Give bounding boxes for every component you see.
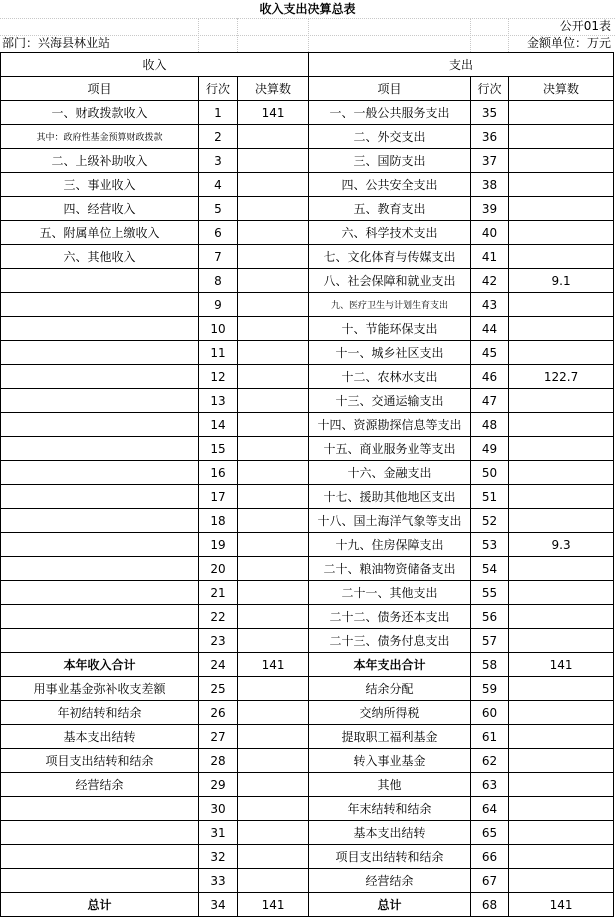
- expense-amount-cell: [509, 101, 614, 125]
- expense-line-cell: 40: [471, 221, 509, 245]
- expense-line-cell: 61: [471, 725, 509, 749]
- income-item-cell: 经营结余: [1, 773, 199, 797]
- income-amount-cell: 141: [238, 101, 309, 125]
- table-row: [1, 605, 614, 629]
- income-item-cell: [1, 509, 199, 533]
- expense-item-cell: 十四、资源勘探信息等支出: [309, 413, 471, 437]
- income-amount-cell: [238, 125, 309, 149]
- table-row: [1, 437, 614, 461]
- income-item-cell: [1, 821, 199, 845]
- income-line-cell: 17: [199, 485, 238, 509]
- expense-amount-cell: [509, 773, 614, 797]
- gridline: [198, 18, 199, 52]
- expense-amount-cell: [509, 869, 614, 893]
- expense-line-cell: 59: [471, 677, 509, 701]
- expense-amount-cell: [509, 797, 614, 821]
- income-line-cell: 24: [199, 653, 238, 677]
- income-amount-cell: [238, 749, 309, 773]
- expense-item-cell: 基本支出结转: [309, 821, 471, 845]
- income-item-cell: [1, 269, 199, 293]
- income-amount-cell: [238, 437, 309, 461]
- income-line-cell: 15: [199, 437, 238, 461]
- expense-item-cell: 三、国防支出: [309, 149, 471, 173]
- income-item-cell: 五、附属单位上缴收入: [1, 221, 199, 245]
- table-row: [1, 533, 614, 557]
- expense-item-cell: 交纳所得税: [309, 701, 471, 725]
- expense-amount-header: 决算数: [509, 77, 614, 101]
- income-line-cell: 25: [199, 677, 238, 701]
- expense-line-cell: 50: [471, 461, 509, 485]
- income-item-cell: 项目支出结转和结余: [1, 749, 199, 773]
- income-line-cell: 14: [199, 413, 238, 437]
- table-row: [1, 509, 614, 533]
- expense-amount-cell: [509, 245, 614, 269]
- table-row: [1, 845, 614, 869]
- table-row: [1, 221, 614, 245]
- income-line-cell: 5: [199, 197, 238, 221]
- expense-item-cell: 五、教育支出: [309, 197, 471, 221]
- table-title: 收入支出决算总表: [259, 2, 356, 16]
- expense-line-cell: 68: [471, 893, 509, 917]
- expense-line-cell: 49: [471, 437, 509, 461]
- income-amount-cell: [238, 269, 309, 293]
- expense-amount-cell: [509, 197, 614, 221]
- income-item-cell: 六、其他收入: [1, 245, 199, 269]
- income-amount-cell: [238, 797, 309, 821]
- income-amount-cell: [238, 413, 309, 437]
- income-line-cell: 21: [199, 581, 238, 605]
- expense-line-cell: 63: [471, 773, 509, 797]
- expense-line-cell: 35: [471, 101, 509, 125]
- income-line-cell: 4: [199, 173, 238, 197]
- table-row: [1, 461, 614, 485]
- table-row: [1, 749, 614, 773]
- expense-line-cell: 67: [471, 869, 509, 893]
- income-item-cell: [1, 461, 199, 485]
- income-amount-header: 决算数: [238, 77, 309, 101]
- expense-item-cell: 其他: [309, 773, 471, 797]
- expense-line-cell: 37: [471, 149, 509, 173]
- expense-item-cell: 九、医疗卫生与计划生育支出: [309, 293, 471, 317]
- table-row: [1, 653, 614, 677]
- income-line-cell: 27: [199, 725, 238, 749]
- expense-amount-cell: [509, 845, 614, 869]
- expense-line-cell: 39: [471, 197, 509, 221]
- expense-amount-cell: 9.3: [509, 533, 614, 557]
- income-amount-cell: [238, 773, 309, 797]
- income-amount-cell: [238, 173, 309, 197]
- expense-line-cell: 38: [471, 173, 509, 197]
- income-item-cell: [1, 533, 199, 557]
- expense-line-cell: 66: [471, 845, 509, 869]
- income-amount-cell: [238, 845, 309, 869]
- expense-item-cell: 十八、国土海洋气象等支出: [309, 509, 471, 533]
- budget-summary-table: [0, 52, 614, 917]
- income-amount-cell: [238, 821, 309, 845]
- expense-amount-cell: [509, 317, 614, 341]
- income-section-header: 收入: [1, 53, 309, 77]
- income-amount-cell: [238, 557, 309, 581]
- expense-amount-cell: [509, 701, 614, 725]
- table-row: [1, 557, 614, 581]
- income-item-cell: 其中：政府性基金预算财政拨款: [1, 125, 199, 149]
- income-amount-cell: [238, 581, 309, 605]
- expense-item-cell: 十九、住房保障支出: [309, 533, 471, 557]
- table-row: [1, 821, 614, 845]
- income-item-header: 项目: [1, 77, 199, 101]
- expense-item-header: 项目: [309, 77, 471, 101]
- expense-amount-cell: 9.1: [509, 269, 614, 293]
- income-line-cell: 32: [199, 845, 238, 869]
- expense-item-cell: 总计: [309, 893, 471, 917]
- expense-amount-cell: [509, 509, 614, 533]
- income-item-cell: [1, 557, 199, 581]
- expense-item-cell: 八、社会保障和就业支出: [309, 269, 471, 293]
- expense-item-cell: 十一、城乡社区支出: [309, 341, 471, 365]
- income-item-cell: [1, 413, 199, 437]
- income-item-cell: [1, 437, 199, 461]
- expense-line-cell: 65: [471, 821, 509, 845]
- expense-line-cell: 36: [471, 125, 509, 149]
- table-row: [1, 173, 614, 197]
- gridline: [308, 18, 309, 52]
- income-line-header: 行次: [199, 77, 238, 101]
- expense-line-header: 行次: [471, 77, 509, 101]
- expense-line-cell: 44: [471, 317, 509, 341]
- income-item-cell: [1, 629, 199, 653]
- income-amount-cell: [238, 365, 309, 389]
- expense-item-cell: 十七、援助其他地区支出: [309, 485, 471, 509]
- income-item-cell: 四、经营收入: [1, 197, 199, 221]
- expense-line-cell: 58: [471, 653, 509, 677]
- gridline: [237, 18, 238, 52]
- income-item-cell: 基本支出结转: [1, 725, 199, 749]
- income-item-cell: [1, 845, 199, 869]
- expense-line-cell: 52: [471, 509, 509, 533]
- table-row: [1, 701, 614, 725]
- expense-item-cell: 转入事业基金: [309, 749, 471, 773]
- table-row: [1, 581, 614, 605]
- table-row: [1, 869, 614, 893]
- table-row: [1, 797, 614, 821]
- table-row: [1, 149, 614, 173]
- table-row: [1, 293, 614, 317]
- income-item-cell: 用事业基金弥补收支差额: [1, 677, 199, 701]
- table-row: [1, 725, 614, 749]
- expense-amount-cell: [509, 221, 614, 245]
- expense-amount-cell: [509, 413, 614, 437]
- column-header-row: [1, 77, 614, 101]
- expense-amount-cell: [509, 821, 614, 845]
- income-item-cell: 一、财政拨款收入: [1, 101, 199, 125]
- expense-item-cell: 十三、交通运输支出: [309, 389, 471, 413]
- income-amount-cell: [238, 461, 309, 485]
- income-amount-cell: [238, 389, 309, 413]
- expense-item-cell: 年末结转和结余: [309, 797, 471, 821]
- income-amount-cell: [238, 485, 309, 509]
- income-item-cell: [1, 605, 199, 629]
- table-row: [1, 245, 614, 269]
- expense-item-cell: 二十一、其他支出: [309, 581, 471, 605]
- income-line-cell: 23: [199, 629, 238, 653]
- income-amount-cell: [238, 221, 309, 245]
- income-item-cell: [1, 293, 199, 317]
- expense-amount-cell: [509, 293, 614, 317]
- expense-item-cell: 十、节能环保支出: [309, 317, 471, 341]
- expense-amount-cell: 141: [509, 653, 614, 677]
- table-row: [1, 101, 614, 125]
- expense-item-cell: 六、科学技术支出: [309, 221, 471, 245]
- expense-item-cell: 提取职工福利基金: [309, 725, 471, 749]
- income-line-cell: 7: [199, 245, 238, 269]
- table-row: [1, 365, 614, 389]
- income-amount-cell: 141: [238, 653, 309, 677]
- department-label: 部门：兴海县林业站: [2, 36, 111, 50]
- income-line-cell: 16: [199, 461, 238, 485]
- income-line-cell: 29: [199, 773, 238, 797]
- expense-line-cell: 43: [471, 293, 509, 317]
- expense-line-cell: 42: [471, 269, 509, 293]
- income-amount-cell: [238, 197, 309, 221]
- expense-item-cell: 一、一般公共服务支出: [309, 101, 471, 125]
- expense-amount-cell: [509, 173, 614, 197]
- income-item-cell: [1, 317, 199, 341]
- income-item-cell: 本年收入合计: [1, 653, 199, 677]
- income-line-cell: 28: [199, 749, 238, 773]
- income-item-cell: 二、上级补助收入: [1, 149, 199, 173]
- expense-line-cell: 48: [471, 413, 509, 437]
- expense-line-cell: 41: [471, 245, 509, 269]
- table-row: [1, 317, 614, 341]
- income-amount-cell: [238, 245, 309, 269]
- form-code: 公开01表: [559, 19, 611, 33]
- income-amount-cell: [238, 629, 309, 653]
- income-item-cell: 总计: [1, 893, 199, 917]
- income-line-cell: 2: [199, 125, 238, 149]
- expense-amount-cell: [509, 389, 614, 413]
- expense-item-cell: 十二、农林水支出: [309, 365, 471, 389]
- expense-amount-cell: [509, 749, 614, 773]
- income-amount-cell: [238, 605, 309, 629]
- income-amount-cell: [238, 509, 309, 533]
- expense-line-cell: 54: [471, 557, 509, 581]
- expense-item-cell: 二十、粮油物资储备支出: [309, 557, 471, 581]
- expense-item-cell: 结余分配: [309, 677, 471, 701]
- table-row: [1, 485, 614, 509]
- income-amount-cell: [238, 293, 309, 317]
- expense-item-cell: 二、外交支出: [309, 125, 471, 149]
- table-row: [1, 389, 614, 413]
- expense-amount-cell: [509, 341, 614, 365]
- income-line-cell: 12: [199, 365, 238, 389]
- expense-amount-cell: [509, 485, 614, 509]
- expense-line-cell: 45: [471, 341, 509, 365]
- expense-item-cell: 二十二、债务还本支出: [309, 605, 471, 629]
- income-line-cell: 11: [199, 341, 238, 365]
- income-line-cell: 33: [199, 869, 238, 893]
- expense-amount-cell: [509, 629, 614, 653]
- expense-item-cell: 经营结余: [309, 869, 471, 893]
- income-item-cell: 三、事业收入: [1, 173, 199, 197]
- income-line-cell: 6: [199, 221, 238, 245]
- table-row: [1, 629, 614, 653]
- expense-line-cell: 51: [471, 485, 509, 509]
- table-row: [1, 893, 614, 917]
- income-amount-cell: [238, 341, 309, 365]
- income-amount-cell: [238, 149, 309, 173]
- income-line-cell: 13: [199, 389, 238, 413]
- income-line-cell: 9: [199, 293, 238, 317]
- expense-amount-cell: 122.7: [509, 365, 614, 389]
- expense-amount-cell: [509, 557, 614, 581]
- expense-amount-cell: [509, 125, 614, 149]
- income-line-cell: 19: [199, 533, 238, 557]
- income-item-cell: [1, 365, 199, 389]
- expense-line-cell: 57: [471, 629, 509, 653]
- gridline: [470, 18, 471, 52]
- expense-line-cell: 46: [471, 365, 509, 389]
- table-row: [1, 773, 614, 797]
- expense-line-cell: 56: [471, 605, 509, 629]
- table-row: [1, 197, 614, 221]
- expense-amount-cell: [509, 581, 614, 605]
- expense-line-cell: 64: [471, 797, 509, 821]
- expense-item-cell: 四、公共安全支出: [309, 173, 471, 197]
- income-amount-cell: [238, 677, 309, 701]
- expense-line-cell: 47: [471, 389, 509, 413]
- unit-label: 金额单位：万元: [526, 36, 611, 50]
- income-line-cell: 22: [199, 605, 238, 629]
- table-row: [1, 125, 614, 149]
- expense-amount-cell: [509, 605, 614, 629]
- income-line-cell: 3: [199, 149, 238, 173]
- income-amount-cell: [238, 701, 309, 725]
- expense-amount-cell: [509, 437, 614, 461]
- income-item-cell: [1, 485, 199, 509]
- table-row: [1, 677, 614, 701]
- expense-item-cell: 十五、商业服务业等支出: [309, 437, 471, 461]
- table-row: [1, 341, 614, 365]
- income-line-cell: 1: [199, 101, 238, 125]
- income-amount-cell: [238, 869, 309, 893]
- expense-amount-cell: [509, 725, 614, 749]
- income-item-cell: [1, 389, 199, 413]
- expense-amount-cell: [509, 677, 614, 701]
- expense-section-header: 支出: [309, 53, 614, 77]
- table-row: [1, 269, 614, 293]
- expense-item-cell: 十六、金融支出: [309, 461, 471, 485]
- income-line-cell: 8: [199, 269, 238, 293]
- expense-item-cell: 二十三、债务付息支出: [309, 629, 471, 653]
- expense-item-cell: 本年支出合计: [309, 653, 471, 677]
- income-line-cell: 26: [199, 701, 238, 725]
- expense-line-cell: 53: [471, 533, 509, 557]
- income-amount-cell: [238, 533, 309, 557]
- income-amount-cell: [238, 317, 309, 341]
- expense-line-cell: 62: [471, 749, 509, 773]
- expense-amount-cell: 141: [509, 893, 614, 917]
- income-line-cell: 18: [199, 509, 238, 533]
- expense-amount-cell: [509, 461, 614, 485]
- gridline: [508, 18, 509, 52]
- income-line-cell: 31: [199, 821, 238, 845]
- section-header-row: [1, 53, 614, 77]
- income-item-cell: [1, 869, 199, 893]
- income-amount-cell: 141: [238, 893, 309, 917]
- income-line-cell: 10: [199, 317, 238, 341]
- expense-line-cell: 55: [471, 581, 509, 605]
- income-line-cell: 34: [199, 893, 238, 917]
- expense-item-cell: 项目支出结转和结余: [309, 845, 471, 869]
- income-item-cell: 年初结转和结余: [1, 701, 199, 725]
- income-amount-cell: [238, 725, 309, 749]
- expense-amount-cell: [509, 149, 614, 173]
- expense-line-cell: 60: [471, 701, 509, 725]
- income-line-cell: 20: [199, 557, 238, 581]
- table-row: [1, 413, 614, 437]
- income-line-cell: 30: [199, 797, 238, 821]
- expense-item-cell: 七、文化体育与传媒支出: [309, 245, 471, 269]
- income-item-cell: [1, 341, 199, 365]
- income-item-cell: [1, 797, 199, 821]
- income-item-cell: [1, 581, 199, 605]
